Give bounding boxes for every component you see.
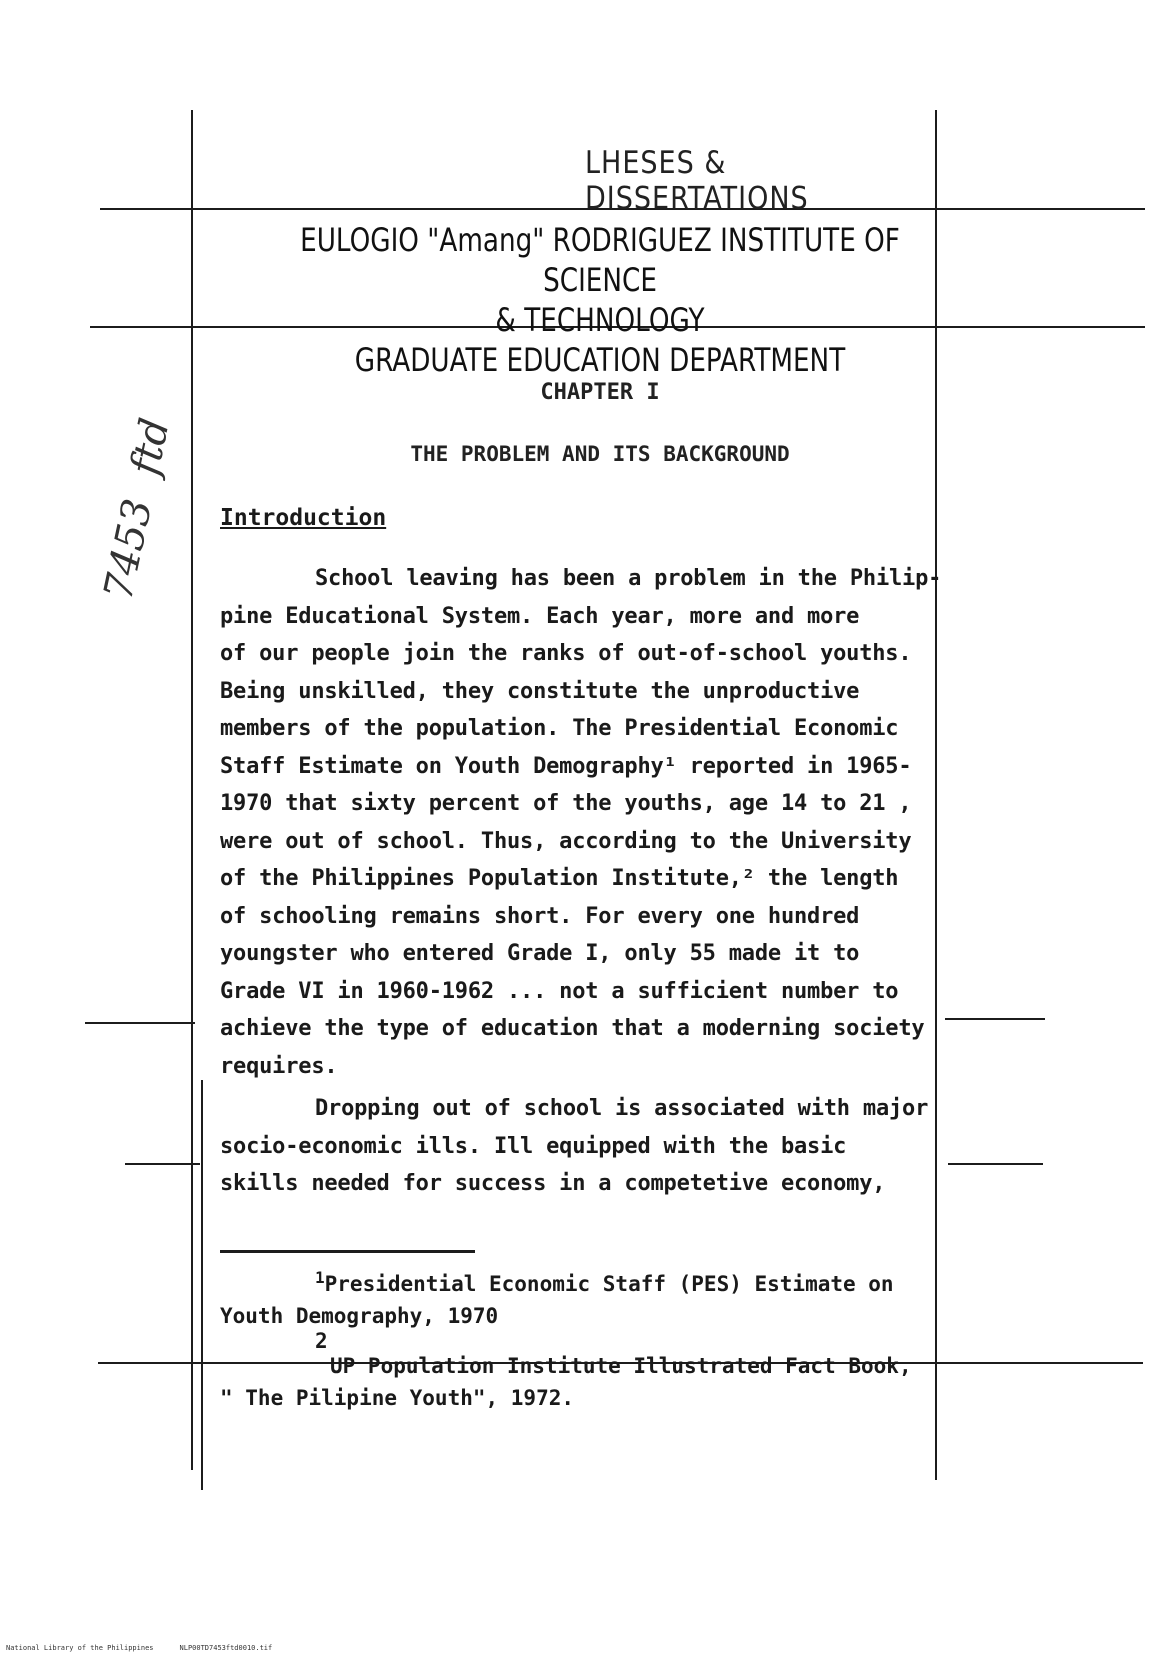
- introduction-heading: Introduction: [220, 505, 387, 531]
- text-line: Being unskilled, they constitute the unproductive: [220, 678, 860, 704]
- text-line: of schooling remains short. For every one hundred: [220, 903, 860, 929]
- footnote-2-line-2: " The Pilipine Youth", 1972.: [220, 1386, 575, 1410]
- text-line: Staff Estimate on Youth Demography¹ reported in 1965-: [220, 753, 912, 779]
- chapter-subtitle: THE PROBLEM AND ITS BACKGROUND: [410, 442, 790, 466]
- text-line: youngster who entered Grade I, only 55 made it to: [220, 941, 860, 966]
- chapter-title: CHAPTER I: [540, 380, 660, 405]
- paragraph-1: [220, 560, 980, 1085]
- left-border-line-lower: [201, 1080, 203, 1490]
- text-line: Grade VI in 1960-1962 ... not a sufficient number to: [220, 978, 899, 1004]
- library-name: National Library of the Philippines: [6, 1644, 154, 1652]
- text-line: of our people join the ranks of out-of-school youths.: [220, 641, 912, 666]
- text-line: members of the population. The Presidential Economic: [220, 716, 899, 741]
- text-line: were out of school. Thus, according to the University: [220, 828, 912, 854]
- text-line: School leaving has been a problem in the Philip-: [315, 566, 942, 591]
- header-line-2: & TECHNOLOGY: [495, 301, 705, 339]
- text-line: of the Philippines Population Institute,² the length: [220, 866, 899, 891]
- institution-header: [210, 220, 990, 380]
- footnotes: [220, 1262, 980, 1414]
- handwritten-call-number: [90, 414, 179, 629]
- text-line: skills needed for success in a competetive economy,: [220, 1171, 886, 1196]
- text-line: 1970 that sixty percent of the youths, age 14 to 21 ,: [220, 791, 912, 816]
- text-line: requires.: [220, 1053, 338, 1079]
- file-name: NLP00TD7453ftd0010.tif: [179, 1644, 273, 1652]
- footnote-1-number: 1: [315, 1268, 325, 1287]
- footnote-1-line-1: [220, 1262, 980, 1300]
- scan-caption: [6, 1644, 298, 1652]
- text-line: Dropping out of school is associated with major: [315, 1096, 929, 1121]
- rule-line: [85, 1022, 195, 1024]
- footnote-1-text: Presidential Economic Staff (PES) Estimate on: [324, 1272, 894, 1296]
- left-border-line: [191, 110, 193, 1470]
- footnote-2-number: 2: [315, 1329, 328, 1353]
- header-line-3: GRADUATE EDUCATION DEPARTMENT: [354, 341, 846, 379]
- rule-line: [125, 1163, 200, 1165]
- header-line-1: EULOGIO "Amang" RODRIGUEZ INSTITUTE OF SCIENCE: [300, 221, 900, 299]
- text-line: socio-economic ills. Ill equipped with the basic: [220, 1133, 847, 1159]
- footnote-1-line-2: Youth Demography, 1970: [220, 1304, 499, 1328]
- call-number: 7453: [95, 494, 162, 605]
- call-initials: ftd: [121, 414, 179, 480]
- text-line: achieve the type of education that a moderning society: [220, 1016, 925, 1041]
- footnote-2-line-1: UP Population Institute Illustrated Fact Book,: [330, 1354, 912, 1378]
- paragraph-2: [220, 1090, 980, 1203]
- text-line: pine Educational System. Each year, more and more: [220, 603, 860, 629]
- theses-stamp: LHESES & DISSERTATIONS: [585, 145, 809, 217]
- footnote-separator: [220, 1250, 475, 1253]
